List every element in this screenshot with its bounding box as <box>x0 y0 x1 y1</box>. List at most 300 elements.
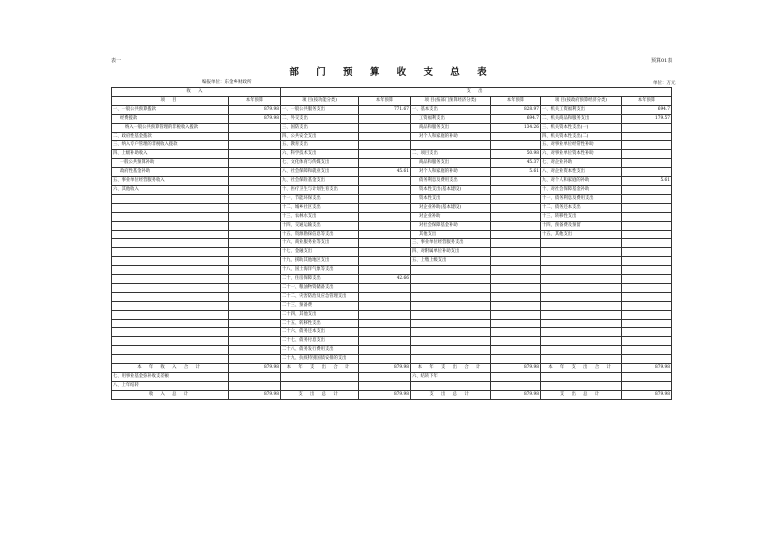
table-row <box>112 168 672 177</box>
cell-h <box>622 203 672 212</box>
cell-c: 十六、商业服务业等支出 <box>281 239 359 248</box>
cell-c: 一、一般公共服务支出 <box>281 105 359 114</box>
col-budget-econ-dept: 本年预算 <box>491 96 541 105</box>
table-row <box>112 123 672 132</box>
expenditure-group-header: 支 出 <box>281 88 672 97</box>
cell-a <box>112 239 229 248</box>
cell-g <box>541 248 622 257</box>
cell-b: 879.98 <box>229 114 281 123</box>
cell-d <box>359 212 411 221</box>
cell-a <box>112 203 229 212</box>
cell-a: 六、其他收入 <box>112 185 229 194</box>
cell-f <box>491 212 541 221</box>
cell-c: 十、医疗卫生与计划生育支出 <box>281 185 359 194</box>
table-row <box>112 381 672 390</box>
cell-h <box>622 185 672 194</box>
cell-a: 一般公共预算补助 <box>112 159 229 168</box>
cell-a: 二、政府性基金拨款 <box>112 132 229 141</box>
cell-f: 134.26 <box>491 123 541 132</box>
cell-d <box>359 230 411 239</box>
cell-h <box>622 132 672 141</box>
cell-c: 二十八、债务发行费用支出 <box>281 346 359 355</box>
cell-b <box>229 328 281 337</box>
cell-a: 三、纳入专户管理的非税收入拨款 <box>112 141 229 150</box>
cell-d <box>359 381 411 390</box>
cell-g: 本 年 支 出 合 计 <box>541 364 622 373</box>
cell-f <box>491 185 541 194</box>
table-row <box>112 221 672 230</box>
cell-d <box>359 114 411 123</box>
cell-g <box>541 319 622 328</box>
cell-c: 六、科学技术支出 <box>281 150 359 159</box>
table-row <box>112 141 672 150</box>
cell-a <box>112 266 229 275</box>
cell-d: 771.67 <box>359 105 411 114</box>
cell-b <box>229 123 281 132</box>
cell-e: 支 出 总 计 <box>411 390 491 399</box>
cell-c: 五、教育支出 <box>281 141 359 150</box>
cell-h <box>622 141 672 150</box>
table-row <box>112 355 672 364</box>
cell-f <box>491 328 541 337</box>
cell-e: 商品和服务支出 <box>411 123 491 132</box>
cell-d <box>359 123 411 132</box>
cell-c: 二十四、其他支出 <box>281 310 359 319</box>
cell-e <box>411 319 491 328</box>
cell-d <box>359 337 411 346</box>
cell-g: 三、机关资本性支出(一) <box>541 123 622 132</box>
cell-f <box>491 346 541 355</box>
col-item: 项 目 <box>112 96 229 105</box>
cell-f: 879.98 <box>491 390 541 399</box>
cell-a: 八、上年结转 <box>112 381 229 390</box>
cell-g <box>541 239 622 248</box>
cell-b <box>229 168 281 177</box>
cell-d: 879.98 <box>359 364 411 373</box>
cell-e: 其他支出 <box>411 230 491 239</box>
cell-h <box>622 159 672 168</box>
cell-c: 八、社会保障和就业支出 <box>281 168 359 177</box>
cell-g: 四、机关资本性支出(二) <box>541 132 622 141</box>
cell-a <box>112 355 229 364</box>
cell-g: 十三、转移性支出 <box>541 212 622 221</box>
cell-c: 十九、援助其他地区支出 <box>281 257 359 266</box>
cell-c: 十二、城乡社区支出 <box>281 203 359 212</box>
cell-a: 四、上级补助收入 <box>112 150 229 159</box>
table-row <box>112 239 672 248</box>
cell-e: 债务利息及费用支出 <box>411 177 491 186</box>
cell-d <box>359 141 411 150</box>
cell-a: 本 年 收 入 合 计 <box>112 364 229 373</box>
table-row <box>112 177 672 186</box>
cell-e <box>411 310 491 319</box>
table-number: 表一 <box>111 58 122 64</box>
cell-e <box>411 328 491 337</box>
cell-c: 本 年 支 出 合 计 <box>281 364 359 373</box>
col-budget-econ-gov: 本年预算 <box>622 96 672 105</box>
cell-d <box>359 159 411 168</box>
cell-b <box>229 292 281 301</box>
cell-e <box>411 275 491 284</box>
cell-b <box>229 177 281 186</box>
cell-e: 资本性支出(基本建设) <box>411 185 491 194</box>
cell-g <box>541 355 622 364</box>
cell-h <box>622 266 672 275</box>
col-econ-dept: 项 目(按部门预算经济分类) <box>411 96 491 105</box>
cell-f <box>491 292 541 301</box>
cell-e: 六、结转下年 <box>411 373 491 382</box>
cell-g: 五、对事业单位经常性补助 <box>541 141 622 150</box>
cell-f <box>491 257 541 266</box>
cell-d <box>359 194 411 203</box>
cell-a <box>112 319 229 328</box>
cell-d <box>359 355 411 364</box>
col-econ-gov: 项 目(按政府预算经济分类) <box>541 96 622 105</box>
year-total-row <box>112 364 672 373</box>
cell-h <box>622 328 672 337</box>
cell-b <box>229 346 281 355</box>
cell-f <box>491 203 541 212</box>
table-row <box>112 283 672 292</box>
cell-c: 十七、金融支出 <box>281 248 359 257</box>
cell-f <box>491 310 541 319</box>
cell-e <box>411 292 491 301</box>
cell-d <box>359 185 411 194</box>
cell-b: 879.98 <box>229 105 281 114</box>
cell-a <box>112 275 229 284</box>
cell-e: 对企业补助(基本建设) <box>411 203 491 212</box>
cell-h <box>622 221 672 230</box>
cell-c: 十八、国土海洋气象等支出 <box>281 266 359 275</box>
income-group-header: 收 入 <box>112 88 281 97</box>
cell-h <box>622 283 672 292</box>
table-row <box>112 248 672 257</box>
cell-g: 八、对企业资本性支出 <box>541 168 622 177</box>
budget-summary-table <box>111 87 672 400</box>
cell-e: 二、项目支出 <box>411 150 491 159</box>
cell-g: 二、机关商品和服务支出 <box>541 114 622 123</box>
cell-d <box>359 257 411 266</box>
cell-h <box>622 319 672 328</box>
cell-f: 879.98 <box>491 364 541 373</box>
cell-d <box>359 319 411 328</box>
cell-e: 资本性支出 <box>411 194 491 203</box>
cell-a <box>112 212 229 221</box>
cell-g: 六、对事业单位资本性补助 <box>541 150 622 159</box>
table-row <box>112 203 672 212</box>
cell-b <box>229 355 281 364</box>
table-row <box>112 159 672 168</box>
cell-h <box>622 212 672 221</box>
cell-d <box>359 328 411 337</box>
cell-d <box>359 150 411 159</box>
cell-a: 纳入一般公共预算管理的非税收入拨款 <box>112 123 229 132</box>
cell-h <box>622 310 672 319</box>
cell-g: 七、对企业补助 <box>541 159 622 168</box>
table-row <box>112 301 672 310</box>
cell-d <box>359 301 411 310</box>
cell-h <box>622 355 672 364</box>
cell-g <box>541 257 622 266</box>
cell-e: 工资福利支出 <box>411 114 491 123</box>
col-budget-func: 本年预算 <box>359 96 411 105</box>
cell-a <box>112 257 229 266</box>
reporting-unit: 编报单位：东金乡财政所 <box>202 80 252 85</box>
cell-h: 879.98 <box>622 390 672 399</box>
table-row <box>112 275 672 284</box>
table-row <box>112 212 672 221</box>
cell-c: 二十二、灾害防治及应急管理支出 <box>281 292 359 301</box>
cell-e: 对社会保障基金补助 <box>411 221 491 230</box>
cell-b <box>229 257 281 266</box>
cell-b <box>229 159 281 168</box>
cell-b <box>229 185 281 194</box>
cell-h: 694.7 <box>622 105 672 114</box>
cell-d <box>359 203 411 212</box>
cell-g <box>541 373 622 382</box>
cell-d: 42.66 <box>359 275 411 284</box>
cell-e: 对个人和家庭的补助 <box>411 132 491 141</box>
cell-h: 879.98 <box>622 364 672 373</box>
cell-g <box>541 381 622 390</box>
cell-c: 十三、农林水支出 <box>281 212 359 221</box>
cell-a: 一、一般公共预算拨款 <box>112 105 229 114</box>
cell-e <box>411 355 491 364</box>
cell-f <box>491 230 541 239</box>
cell-a <box>112 230 229 239</box>
table-row <box>112 346 672 355</box>
cell-e <box>411 337 491 346</box>
cell-e <box>411 346 491 355</box>
cell-b <box>229 301 281 310</box>
cell-c: 二十、住房保障支出 <box>281 275 359 284</box>
cell-b <box>229 266 281 275</box>
cell-g <box>541 266 622 275</box>
cell-h <box>622 239 672 248</box>
cell-h <box>622 150 672 159</box>
cell-h <box>622 346 672 355</box>
cell-c: 四、公共安全支出 <box>281 132 359 141</box>
cell-g: 十一、债务利息及费用支出 <box>541 194 622 203</box>
cell-d <box>359 221 411 230</box>
cell-b <box>229 141 281 150</box>
group-header-row <box>112 88 672 97</box>
cell-d <box>359 132 411 141</box>
table-row <box>112 328 672 337</box>
cell-h <box>622 257 672 266</box>
cell-f <box>491 141 541 150</box>
cell-c: 二十三、预备费 <box>281 301 359 310</box>
table-row <box>112 337 672 346</box>
cell-b <box>229 239 281 248</box>
cell-b <box>229 230 281 239</box>
cell-c: 三、国防支出 <box>281 123 359 132</box>
cell-c: 十一、节能环保支出 <box>281 194 359 203</box>
cell-b: 879.98 <box>229 364 281 373</box>
cell-a <box>112 346 229 355</box>
col-budget-income: 本年预算 <box>229 96 281 105</box>
cell-g <box>541 337 622 346</box>
cell-c <box>281 373 359 382</box>
cell-a <box>112 310 229 319</box>
cell-b <box>229 194 281 203</box>
cell-e: 一、基本支出 <box>411 105 491 114</box>
cell-h <box>622 230 672 239</box>
cell-c: 七、文化体育与传媒支出 <box>281 159 359 168</box>
cell-b <box>229 248 281 257</box>
cell-e: 对企业补助 <box>411 212 491 221</box>
cell-f: 828.97 <box>491 105 541 114</box>
cell-f <box>491 132 541 141</box>
cell-e <box>411 283 491 292</box>
cell-b <box>229 221 281 230</box>
cell-b <box>229 373 281 382</box>
cell-c: 二十六、债务还本支出 <box>281 328 359 337</box>
cell-d <box>359 373 411 382</box>
cell-c: 支 出 总 计 <box>281 390 359 399</box>
cell-d <box>359 177 411 186</box>
cell-c: 十五、资源勘探信息等支出 <box>281 230 359 239</box>
cell-d: 45.61 <box>359 168 411 177</box>
cell-b <box>229 150 281 159</box>
cell-b <box>229 337 281 346</box>
cell-a: 经费拨款 <box>112 114 229 123</box>
cell-h <box>622 301 672 310</box>
table-row <box>112 150 672 159</box>
table-row <box>112 114 672 123</box>
cell-a <box>112 292 229 301</box>
cell-h: 5.61 <box>622 177 672 186</box>
cell-f: 45.37 <box>491 159 541 168</box>
cell-b <box>229 203 281 212</box>
cell-f <box>491 266 541 275</box>
cell-d <box>359 310 411 319</box>
cell-a <box>112 301 229 310</box>
cell-f <box>491 283 541 292</box>
cell-e <box>411 266 491 275</box>
table-row <box>112 185 672 194</box>
cell-g: 十二、债务还本支出 <box>541 203 622 212</box>
cell-g <box>541 310 622 319</box>
cell-g: 支 出 总 计 <box>541 390 622 399</box>
cell-e <box>411 381 491 390</box>
table-row <box>112 310 672 319</box>
cell-f <box>491 248 541 257</box>
cell-e: 本 年 支 出 合 计 <box>411 364 491 373</box>
table-row <box>112 194 672 203</box>
cell-h <box>622 168 672 177</box>
cell-g: 一、机关工资福利支出 <box>541 105 622 114</box>
cell-a: 七、用事业基金弥补收支差额 <box>112 373 229 382</box>
table-row <box>112 373 672 382</box>
cell-b <box>229 132 281 141</box>
cell-h <box>622 373 672 382</box>
cell-f <box>491 381 541 390</box>
cell-f: 50.98 <box>491 150 541 159</box>
cell-a <box>112 328 229 337</box>
cell-h <box>622 248 672 257</box>
cell-e <box>411 141 491 150</box>
cell-f <box>491 239 541 248</box>
cell-g <box>541 328 622 337</box>
cell-d <box>359 266 411 275</box>
grand-total-row <box>112 390 672 399</box>
cell-a <box>112 283 229 292</box>
cell-f: 5.61 <box>491 168 541 177</box>
cell-e: 对个人和家庭的补助 <box>411 168 491 177</box>
cell-g: 十、对社会保障基金补助 <box>541 185 622 194</box>
cell-c <box>281 381 359 390</box>
cell-g: 十五、其他支出 <box>541 230 622 239</box>
cell-d <box>359 248 411 257</box>
cell-a <box>112 194 229 203</box>
table-row <box>112 319 672 328</box>
cell-g <box>541 346 622 355</box>
col-func: 项 目(按功能分类) <box>281 96 359 105</box>
cell-f <box>491 177 541 186</box>
cell-h <box>622 123 672 132</box>
cell-d <box>359 292 411 301</box>
cell-a: 收 入 总 计 <box>112 390 229 399</box>
cell-b <box>229 319 281 328</box>
cell-d: 879.98 <box>359 390 411 399</box>
cell-g <box>541 292 622 301</box>
cell-c: 二十一、粮油物资储备支出 <box>281 283 359 292</box>
cell-a: 政府性基金补助 <box>112 168 229 177</box>
cell-b: 879.98 <box>229 390 281 399</box>
cell-f: 694.7 <box>491 114 541 123</box>
cell-f <box>491 355 541 364</box>
cell-b <box>229 310 281 319</box>
cell-g <box>541 275 622 284</box>
table-row <box>112 266 672 275</box>
table-row <box>112 230 672 239</box>
column-header-row <box>112 96 672 105</box>
cell-c: 二十九、抗疫特别国债安排的支出 <box>281 355 359 364</box>
cell-d <box>359 346 411 355</box>
cell-g <box>541 301 622 310</box>
cell-d <box>359 239 411 248</box>
cell-b <box>229 381 281 390</box>
cell-g <box>541 283 622 292</box>
cell-h <box>622 292 672 301</box>
cell-a: 五、事业单位经营服务收入 <box>112 177 229 186</box>
cell-f <box>491 275 541 284</box>
cell-e: 三、事业单位经营服务支出 <box>411 239 491 248</box>
cell-a <box>112 221 229 230</box>
cell-f <box>491 337 541 346</box>
cell-h <box>622 337 672 346</box>
cell-f <box>491 221 541 230</box>
cell-f <box>491 301 541 310</box>
cell-b <box>229 275 281 284</box>
cell-b <box>229 212 281 221</box>
cell-a <box>112 248 229 257</box>
cell-h <box>622 194 672 203</box>
cell-e: 四、对附属单位补助支出 <box>411 248 491 257</box>
cell-c: 二、外交支出 <box>281 114 359 123</box>
cell-a <box>112 337 229 346</box>
cell-h <box>622 275 672 284</box>
page-title: 部 门 预 算 收 支 总 表 <box>289 67 494 78</box>
table-row <box>112 132 672 141</box>
cell-b <box>229 283 281 292</box>
cell-g: 十四、预备费及预留 <box>541 221 622 230</box>
cell-c: 二十七、债务付息支出 <box>281 337 359 346</box>
form-code: 预算01表 <box>651 58 673 64</box>
cell-f <box>491 373 541 382</box>
cell-e <box>411 301 491 310</box>
